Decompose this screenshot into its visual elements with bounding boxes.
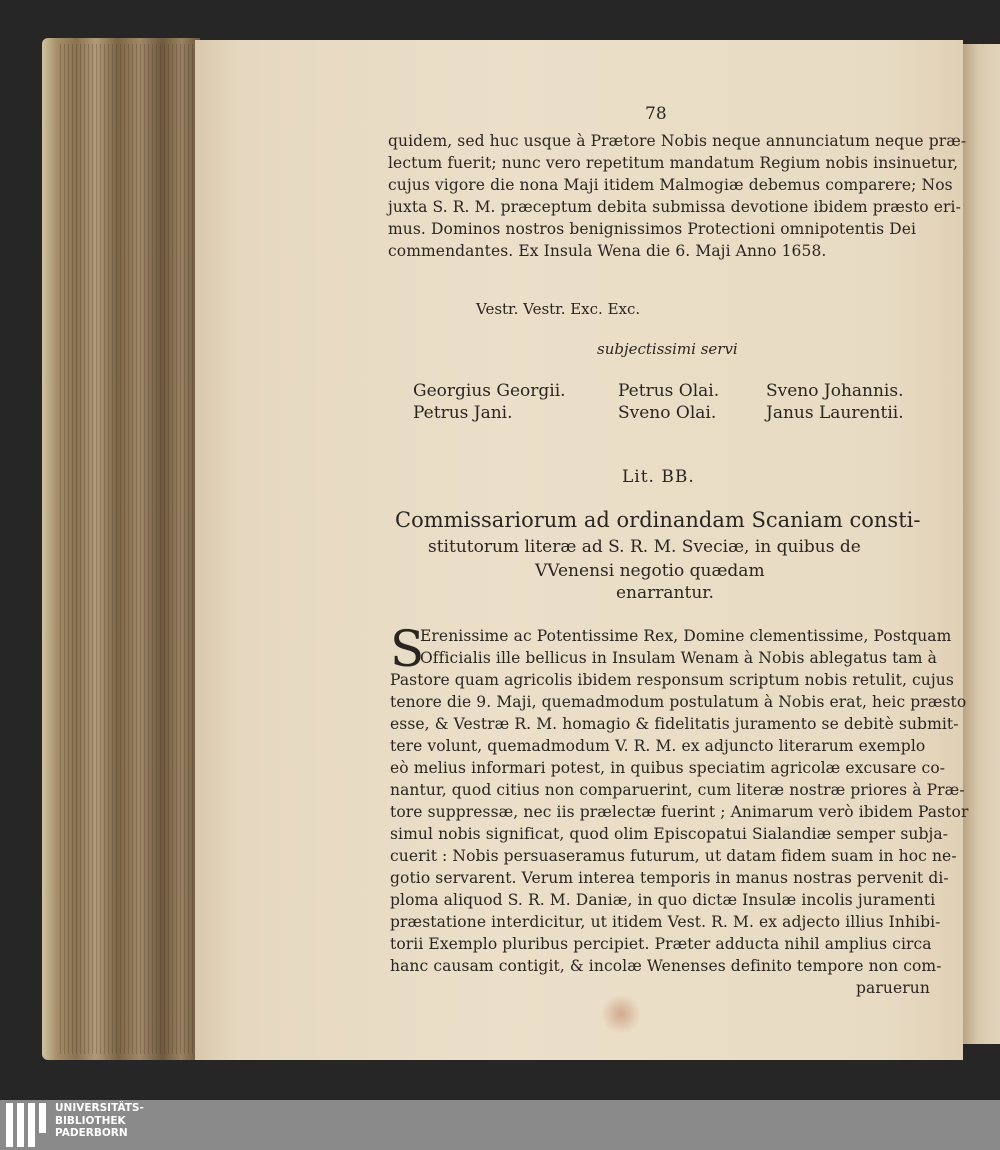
signatory: Georgius Georgii. [413, 381, 566, 401]
body-line: tenore die 9. Maji, quemadmodum postulatum à Nobis erat, heic præsto [390, 693, 967, 711]
body-line: torii Exemplo pluribus percipiet. Præter adducta nihil amplius circa [390, 935, 932, 953]
logo-line: PADERBORN [55, 1127, 128, 1139]
body-line: tore suppressæ, nec iis prælectæ fuerint ; Animarum verò ibidem Pastor [390, 803, 969, 821]
heading-line: Commissariorum ad ordinandam Scaniam consti- [395, 508, 921, 532]
body-line: Officialis ille bellicus in Insulam Wenam à Nobis ablegatus tam à [420, 649, 937, 667]
text-line: quidem, sed huc usque à Prætore Nobis neque annunciatum neque præ- [388, 132, 967, 150]
body-line: ploma aliquod S. R. M. Daniæ, in quo dictæ Insulæ incolis juramenti [390, 891, 936, 909]
signatory: Janus Laurentii. [766, 403, 904, 423]
text-line: mus. Dominos nostros benignissimos Protectioni omnipotentis Dei [388, 220, 917, 238]
closing-formula: subjectissimi servi [597, 340, 738, 358]
catchword: paruerun [856, 979, 930, 997]
signatory: Sveno Olai. [618, 403, 717, 423]
paper-stain [600, 995, 642, 1033]
signatory: Sveno Johannis. [766, 381, 904, 401]
heading-line: stitutorum literæ ad S. R. M. Sveciæ, in quibus de [428, 537, 861, 557]
body-line: tere volunt, quemadmodum V. R. M. ex adjuncto literarum exemplo [390, 737, 926, 755]
body-line: Pastore quam agricolis ibidem responsum scriptum nobis retulit, cujus [390, 671, 954, 689]
page-number: 78 [645, 104, 667, 124]
text-line: juxta S. R. M. præceptum debita submissa devotione ibidem præsto eri- [388, 198, 961, 216]
signatory: Petrus Jani. [413, 403, 513, 423]
heading-line: VVenensi negotio quædam [535, 561, 765, 581]
signatory: Petrus Olai. [618, 381, 720, 401]
section-label: Lit. BB. [622, 467, 695, 487]
logo-line: BIBLIOTHEK [55, 1114, 126, 1127]
logo-line: UNIVERSITÄTS- [55, 1102, 144, 1114]
body-line: cuerit : Nobis persuaseramus futurum, ut datam fidem suam in hoc ne- [390, 847, 957, 865]
heading-line: enarrantur. [616, 583, 714, 603]
library-logo-text [55, 1102, 144, 1140]
text-line: cujus vigore die nona Maji itidem Malmogiæ debemus comparere; Nos [388, 176, 953, 194]
page-edge-texture [60, 44, 195, 1054]
text-line: lectum fuerit; nunc vero repetitum mandatum Regium nobis insinuetur, [388, 154, 959, 172]
drop-cap: S [390, 620, 425, 678]
body-line: esse, & Vestræ R. M. homagio & fidelitatis juramento se debitè submit- [390, 715, 959, 733]
body-line: præstatione interdicitur, ut itidem Vest. R. M. ex adjecto illius Inhibi- [390, 913, 941, 931]
text-line: commendantes. Ex Insula Wena die 6. Maji Anno 1658. [388, 242, 827, 260]
salutation: Vestr. Vestr. Exc. Exc. [476, 300, 641, 318]
library-logo-icon [6, 1103, 46, 1147]
body-line: eò melius informari potest, in quibus speciatim agricolæ excusare co- [390, 759, 946, 777]
body-line: Erenissime ac Potentissime Rex, Domine clementissime, Postquam [420, 627, 952, 645]
facing-page-edge [963, 44, 1000, 1044]
body-line: gotio servarent. Verum interea temporis in manus nostras pervenit di- [390, 869, 949, 887]
body-line: hanc causam contigit, & incolæ Wenenses definito tempore non com- [390, 957, 942, 975]
body-line: nantur, quod citius non comparuerint, cum literæ nostræ priores à Præ- [390, 781, 965, 799]
body-line: simul nobis significat, quod olim Episcopatui Sialandiæ semper subja- [390, 825, 949, 843]
footer-bar [0, 1100, 1000, 1150]
